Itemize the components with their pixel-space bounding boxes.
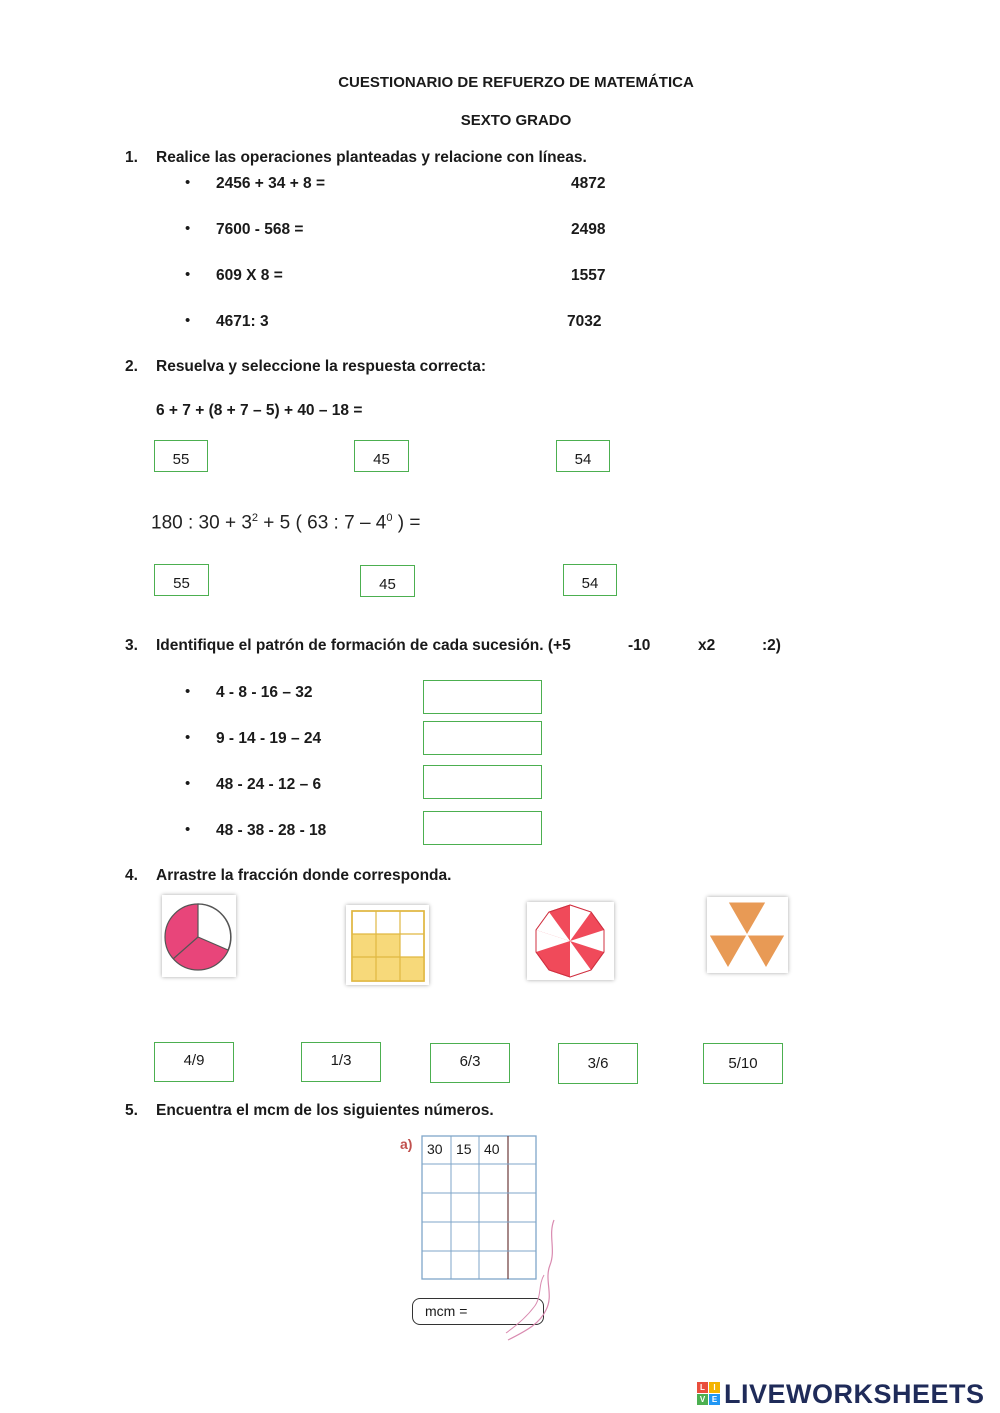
liveworksheets-logo: LIVEWORKSHEETS [724, 1379, 985, 1409]
q2-option-box[interactable] [556, 440, 610, 472]
expr-exponent: 0 [386, 512, 393, 524]
grid-ninths-icon [346, 905, 429, 985]
fraction-label: 6/3 [459, 1053, 481, 1070]
q2-expression-1: 6 + 7 + (8 + 7 – 5) + 40 – 18 = [156, 402, 363, 419]
mcm-number: 30 [427, 1141, 443, 1157]
q3-sequence: 48 - 38 - 28 - 18 [216, 822, 327, 839]
q3-answer-input[interactable] [423, 721, 542, 755]
q3-number: 3. [125, 637, 138, 654]
q2-option-label: 54 [574, 451, 592, 468]
q1-operation: 4671: 3 [216, 313, 269, 330]
q2-expression-2 [151, 512, 420, 534]
q2-option-box[interactable] [154, 440, 208, 472]
bullet-icon: • [185, 312, 191, 329]
badge-letter: V [697, 1394, 708, 1405]
q1-operation: 7600 - 568 = [216, 221, 304, 238]
q1-result: 7032 [567, 313, 602, 330]
q3-pattern: :2) [762, 637, 781, 654]
expr-part: + 5 ( 63 : 7 – 4 [258, 512, 387, 534]
q2-option-box[interactable] [563, 564, 617, 596]
expr-part: ) = [392, 512, 421, 534]
q5-prompt: Encuentra el mcm de los siguientes números. [156, 1102, 494, 1119]
bullet-icon: • [185, 821, 191, 838]
q2-number: 2. [125, 358, 138, 375]
bullet-icon: • [185, 775, 191, 792]
q1-operation: 609 X 8 = [216, 267, 283, 284]
worksheet-title: CUESTIONARIO DE REFUERZO DE MATEMÁTICA [338, 74, 694, 91]
fraction-tile[interactable] [301, 1042, 381, 1082]
mcm-number: 15 [456, 1141, 472, 1157]
badge-letter: I [709, 1382, 720, 1393]
fraction-tile[interactable] [558, 1043, 638, 1084]
mcm-number: 40 [484, 1141, 500, 1157]
grid-ninths-picture [346, 905, 429, 985]
q1-operation: 2456 + 34 + 8 = [216, 175, 326, 192]
pie-thirds-icon [162, 895, 236, 977]
pie-thirds-picture [162, 895, 236, 977]
fraction-label: 4/9 [183, 1052, 205, 1069]
q2-option-label: 45 [379, 576, 396, 593]
wheel-tenths-icon [527, 902, 614, 980]
q3-prompt: Identifique el patrón de formación de cada sucesión. (+5 [156, 637, 571, 654]
q3-pattern: -10 [628, 637, 651, 654]
bullet-icon: • [185, 220, 191, 237]
bullet-icon: • [185, 174, 191, 191]
fraction-label: 1/3 [330, 1052, 352, 1069]
wheel-tenths-picture [527, 902, 614, 980]
bullet-icon: • [185, 266, 191, 283]
q2-option-box[interactable] [354, 440, 409, 472]
badge-letter: E [709, 1394, 720, 1405]
hexagon-sixths-picture [707, 897, 788, 973]
bullet-icon: • [185, 729, 191, 746]
q1-number: 1. [125, 149, 138, 166]
q1-result: 2498 [571, 221, 606, 238]
q2-option-label: 45 [373, 451, 390, 468]
q3-answer-input[interactable] [423, 811, 542, 845]
q1-result: 1557 [571, 267, 606, 284]
q2-option-label: 55 [173, 575, 190, 592]
q3-sequence: 4 - 8 - 16 – 32 [216, 684, 313, 701]
q4-number: 4. [125, 867, 138, 884]
scribble-decoration-icon [498, 1215, 562, 1345]
q3-answer-input[interactable] [423, 680, 542, 714]
q3-sequence: 48 - 24 - 12 – 6 [216, 776, 322, 793]
fraction-tile[interactable] [430, 1043, 510, 1083]
q2-option-box[interactable] [360, 565, 415, 597]
fraction-label: 3/6 [587, 1055, 609, 1072]
mcm-item-label: a) [400, 1136, 413, 1152]
q2-option-box[interactable] [154, 564, 209, 596]
fraction-tile[interactable] [703, 1043, 783, 1084]
expr-part: 180 : 30 + 3 [151, 512, 252, 534]
q2-option-label: 55 [172, 451, 190, 468]
expr-exponent: 2 [251, 512, 259, 524]
q3-sequence: 9 - 14 - 19 – 24 [216, 730, 322, 747]
hexagon-sixths-icon [707, 897, 788, 973]
q2-prompt: Resuelva y seleccione la respuesta correcta: [156, 358, 486, 375]
liveworksheets-badge-icon [697, 1382, 721, 1406]
bullet-icon: • [185, 683, 191, 700]
badge-letter: L [697, 1382, 708, 1393]
q2-option-label: 54 [581, 575, 599, 592]
worksheet-subtitle: SEXTO GRADO [460, 112, 572, 129]
fraction-tile[interactable] [154, 1042, 234, 1082]
fraction-label: 5/10 [728, 1055, 758, 1072]
q1-result: 4872 [571, 175, 606, 192]
q4-prompt: Arrastre la fracción donde corresponda. [156, 867, 452, 884]
q1-prompt: Realice las operaciones planteadas y relacione con líneas. [156, 149, 587, 166]
q3-answer-input[interactable] [423, 765, 542, 799]
mcm-result-label: mcm = [425, 1303, 468, 1319]
q5-number: 5. [125, 1102, 138, 1119]
q3-pattern: x2 [698, 637, 716, 654]
